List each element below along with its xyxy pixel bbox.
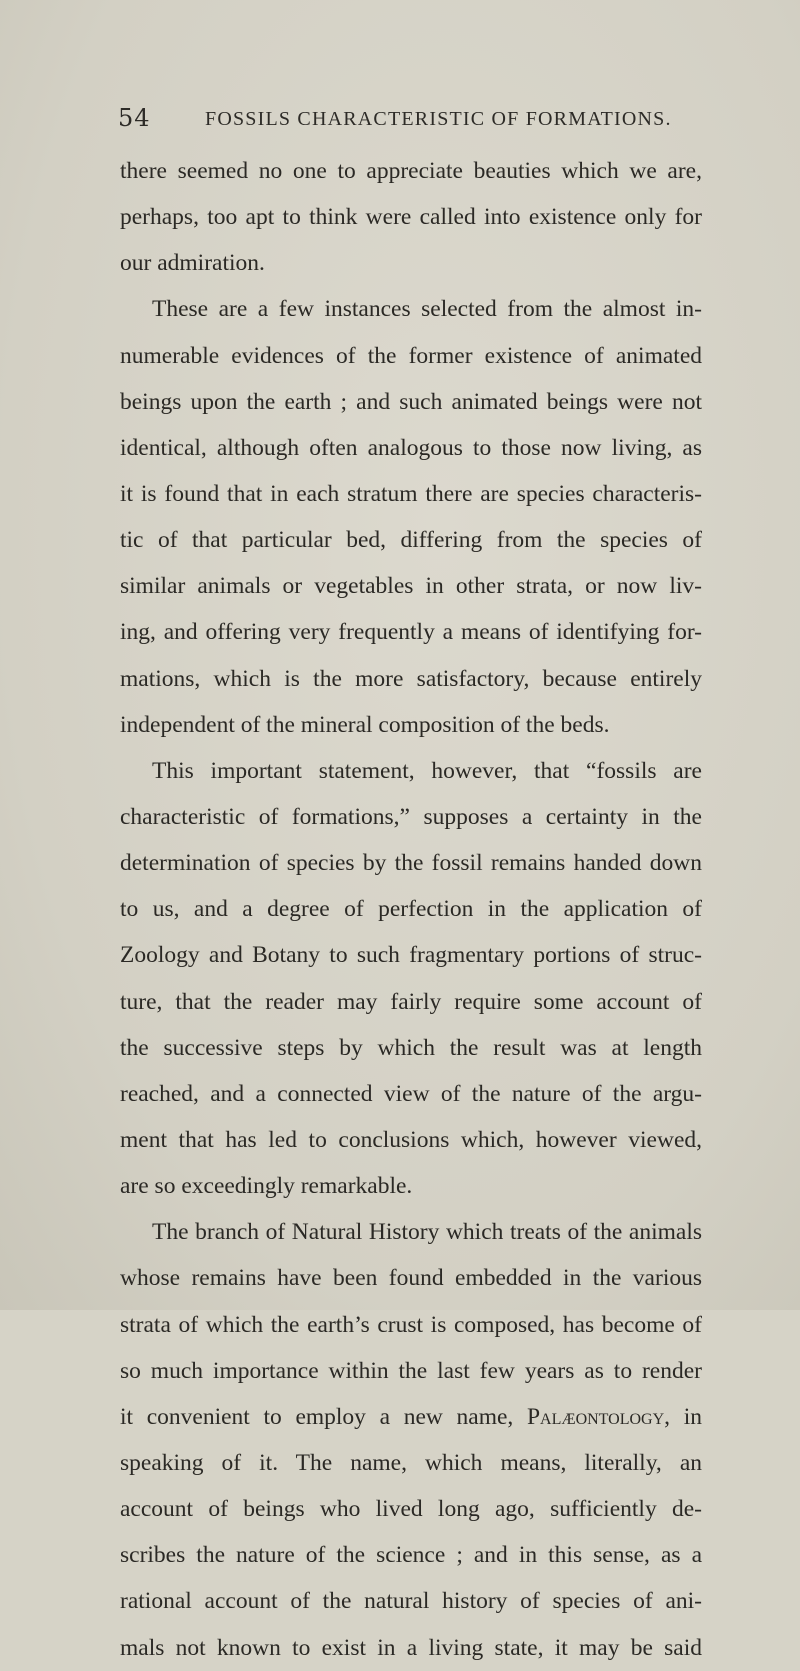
text-line: whose remains have been found embedded in the various (120, 1265, 702, 1292)
text-line: ing, and offering very frequently a means of identifying for- (120, 619, 702, 646)
text-line: beings upon the earth ; and such animated beings were not (120, 388, 702, 415)
text-fragment: it convenient to employ a new name, (120, 1403, 514, 1430)
text-line: account of beings who lived long ago, sufficiently de- (120, 1496, 702, 1523)
text-line: similar animals or vegetables in other strata, or now liv- (120, 573, 702, 600)
text-line: reached, and a connected view of the nature of the argu- (120, 1080, 702, 1107)
text-line: scribes the nature of the science ; and in this sense, as a (120, 1542, 702, 1569)
text-line: it is found that in each stratum there are species characteris- (120, 480, 702, 507)
text-fragment: in (683, 1403, 702, 1430)
text-line: ture, that the reader may fairly require some account of (120, 988, 702, 1015)
page-header (0, 104, 800, 144)
text-line: are so exceedingly remarkable. (120, 1173, 413, 1200)
text-line: independent of the mineral composition of the beds. (120, 711, 610, 738)
text-line: to us, and a degree of perfection in the application of (120, 896, 702, 923)
text-line: the successive steps by which the result was at length (120, 1034, 702, 1061)
text-line: speaking of it. The name, which means, literally, an (120, 1449, 702, 1476)
text-line: ment that has led to conclusions which, however viewed, (120, 1126, 702, 1153)
text-line: This important statement, however, that “fossils are (152, 757, 702, 784)
text-line: identical, although often analogous to those now living, as (120, 434, 702, 461)
text-line: our admiration. (120, 250, 265, 277)
palaeontology-term: Palæontology, (526, 1403, 671, 1430)
text-line: numerable evidences of the former existence of animated (120, 342, 702, 369)
text-line: so much importance within the last few years as to render (120, 1357, 702, 1384)
text-line: mals not known to exist in a living state, it may be said (120, 1634, 702, 1661)
text-line: Zoology and Botany to such fragmentary portions of struc- (120, 942, 702, 969)
text-line: perhaps, too apt to think were called into existence only for (120, 204, 702, 231)
body-text (120, 148, 702, 1671)
text-line: characteristic of formations,” supposes a certainty in the (120, 803, 702, 830)
running-title: FOSSILS CHARACTERISTIC OF FORMATIONS. (205, 108, 672, 130)
page-number: 54 (118, 104, 151, 132)
text-line: tic of that particular bed, differing from the species of (120, 527, 702, 554)
text-line: there seemed no one to appreciate beauties which we are, (120, 158, 702, 184)
text-line: mations, which is the more satisfactory, because entirely (120, 665, 702, 692)
text-line: rational account of the natural history of species of ani- (120, 1588, 702, 1615)
text-line: The branch of Natural History which treats of the animals (152, 1219, 702, 1246)
text-line: strata of which the earth’s crust is composed, has become of (120, 1311, 702, 1338)
text-line: These are a few instances selected from the almost in- (152, 296, 702, 323)
text-line-palaeontology (120, 1394, 702, 1440)
text-line: determination of species by the fossil remains handed down (120, 850, 702, 877)
